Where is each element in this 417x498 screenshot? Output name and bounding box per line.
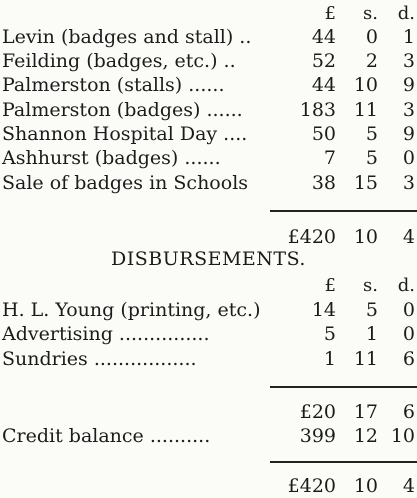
- grand-total-row: [0, 474, 417, 498]
- receipt-pounds: 7: [323, 147, 336, 169]
- pounds-header: £: [324, 275, 336, 296]
- disbursement-pounds: 14: [311, 299, 336, 321]
- disbursement-shillings: 11: [353, 348, 378, 370]
- subtotal-pounds: £20: [299, 401, 336, 423]
- receipt-pence: 3: [402, 50, 415, 72]
- receipt-shillings: 10: [353, 74, 378, 96]
- receipt-pence: 3: [402, 99, 415, 121]
- receipt-pence: 1: [402, 26, 415, 48]
- receipt-pence: 0: [402, 147, 415, 169]
- receipt-row: [0, 146, 417, 170]
- disbursement-label: Advertising ...............: [2, 323, 210, 345]
- receipt-label: Feilding (badges, etc.) ..: [2, 50, 236, 72]
- disbursement-shillings: 5: [365, 299, 378, 321]
- credit-balance-pence: 10: [390, 425, 415, 447]
- receipt-pounds: 44: [311, 74, 336, 96]
- receipt-pence: 9: [402, 74, 415, 96]
- receipt-pence: 3: [402, 172, 415, 194]
- disbursements-subtotal-row: [0, 400, 417, 424]
- credit-balance-row: [0, 424, 417, 448]
- receipts-total-pence: 4: [402, 226, 415, 248]
- disbursement-label: Sundries .................: [2, 348, 197, 370]
- receipt-label: Shannon Hospital Day ....: [2, 123, 248, 145]
- grand-total-pence: 4: [402, 475, 415, 497]
- receipts-total-shillings: 10: [353, 226, 378, 248]
- receipt-label: Ashhurst (badges) ......: [2, 147, 221, 169]
- disbursement-pounds: 5: [323, 323, 336, 345]
- pence-header: d.: [397, 275, 415, 296]
- receipt-pounds: 38: [311, 172, 336, 194]
- receipt-label: Palmerston (badges) ......: [2, 99, 243, 121]
- disbursement-label: H. L. Young (printing, etc.): [2, 299, 261, 321]
- disbursement-row: [0, 322, 417, 346]
- disbursement-pence: 6: [402, 348, 415, 370]
- grand-total-shillings: 10: [353, 475, 378, 497]
- receipt-row: [0, 73, 417, 97]
- receipt-label: Sale of badges in Schools: [2, 172, 249, 194]
- total-rule: [270, 210, 417, 212]
- disbursement-pence: 0: [402, 323, 415, 345]
- receipt-pounds: 183: [299, 99, 336, 121]
- disbursements-column-header: [0, 274, 417, 298]
- receipt-shillings: 11: [353, 99, 378, 121]
- receipt-pounds: 50: [311, 123, 336, 145]
- receipt-shillings: 15: [353, 172, 378, 194]
- disbursement-pence: 0: [402, 299, 415, 321]
- subtotal-rule: [270, 386, 417, 388]
- receipt-shillings: 2: [365, 50, 378, 72]
- receipt-row: [0, 122, 417, 146]
- receipts-total-pounds: £420: [287, 226, 336, 248]
- receipt-row: [0, 49, 417, 73]
- receipts-total-row: [0, 225, 417, 249]
- receipt-shillings: 5: [365, 123, 378, 145]
- pounds-header: £: [324, 3, 336, 24]
- subtotal-shillings: 17: [353, 401, 378, 423]
- disbursements-heading: DISBURSEMENTS.: [111, 248, 306, 270]
- receipts-column-header: [0, 2, 417, 26]
- receipt-pence: 9: [402, 123, 415, 145]
- receipt-shillings: 0: [365, 26, 378, 48]
- grand-total-pounds: £420: [287, 475, 336, 497]
- disbursement-row: [0, 298, 417, 322]
- receipt-label: Palmerston (stalls) ......: [2, 74, 225, 96]
- credit-balance-shillings: 12: [353, 425, 378, 447]
- receipt-row: [0, 25, 417, 49]
- receipt-row: [0, 171, 417, 195]
- pence-header: d.: [397, 3, 415, 24]
- disbursement-row: [0, 347, 417, 371]
- receipt-label: Levin (badges and stall) ..: [2, 26, 252, 48]
- receipt-pounds: 52: [311, 50, 336, 72]
- receipt-row: [0, 98, 417, 122]
- receipt-shillings: 5: [365, 147, 378, 169]
- disbursement-pounds: 1: [323, 348, 336, 370]
- credit-balance-label: Credit balance ..........: [2, 425, 211, 447]
- shillings-header: s.: [363, 3, 378, 24]
- shillings-header: s.: [363, 275, 378, 296]
- receipt-pounds: 44: [311, 26, 336, 48]
- grand-total-rule: [270, 461, 417, 463]
- disbursement-shillings: 1: [365, 323, 378, 345]
- subtotal-pence: 6: [402, 401, 415, 423]
- credit-balance-pounds: 399: [299, 425, 336, 447]
